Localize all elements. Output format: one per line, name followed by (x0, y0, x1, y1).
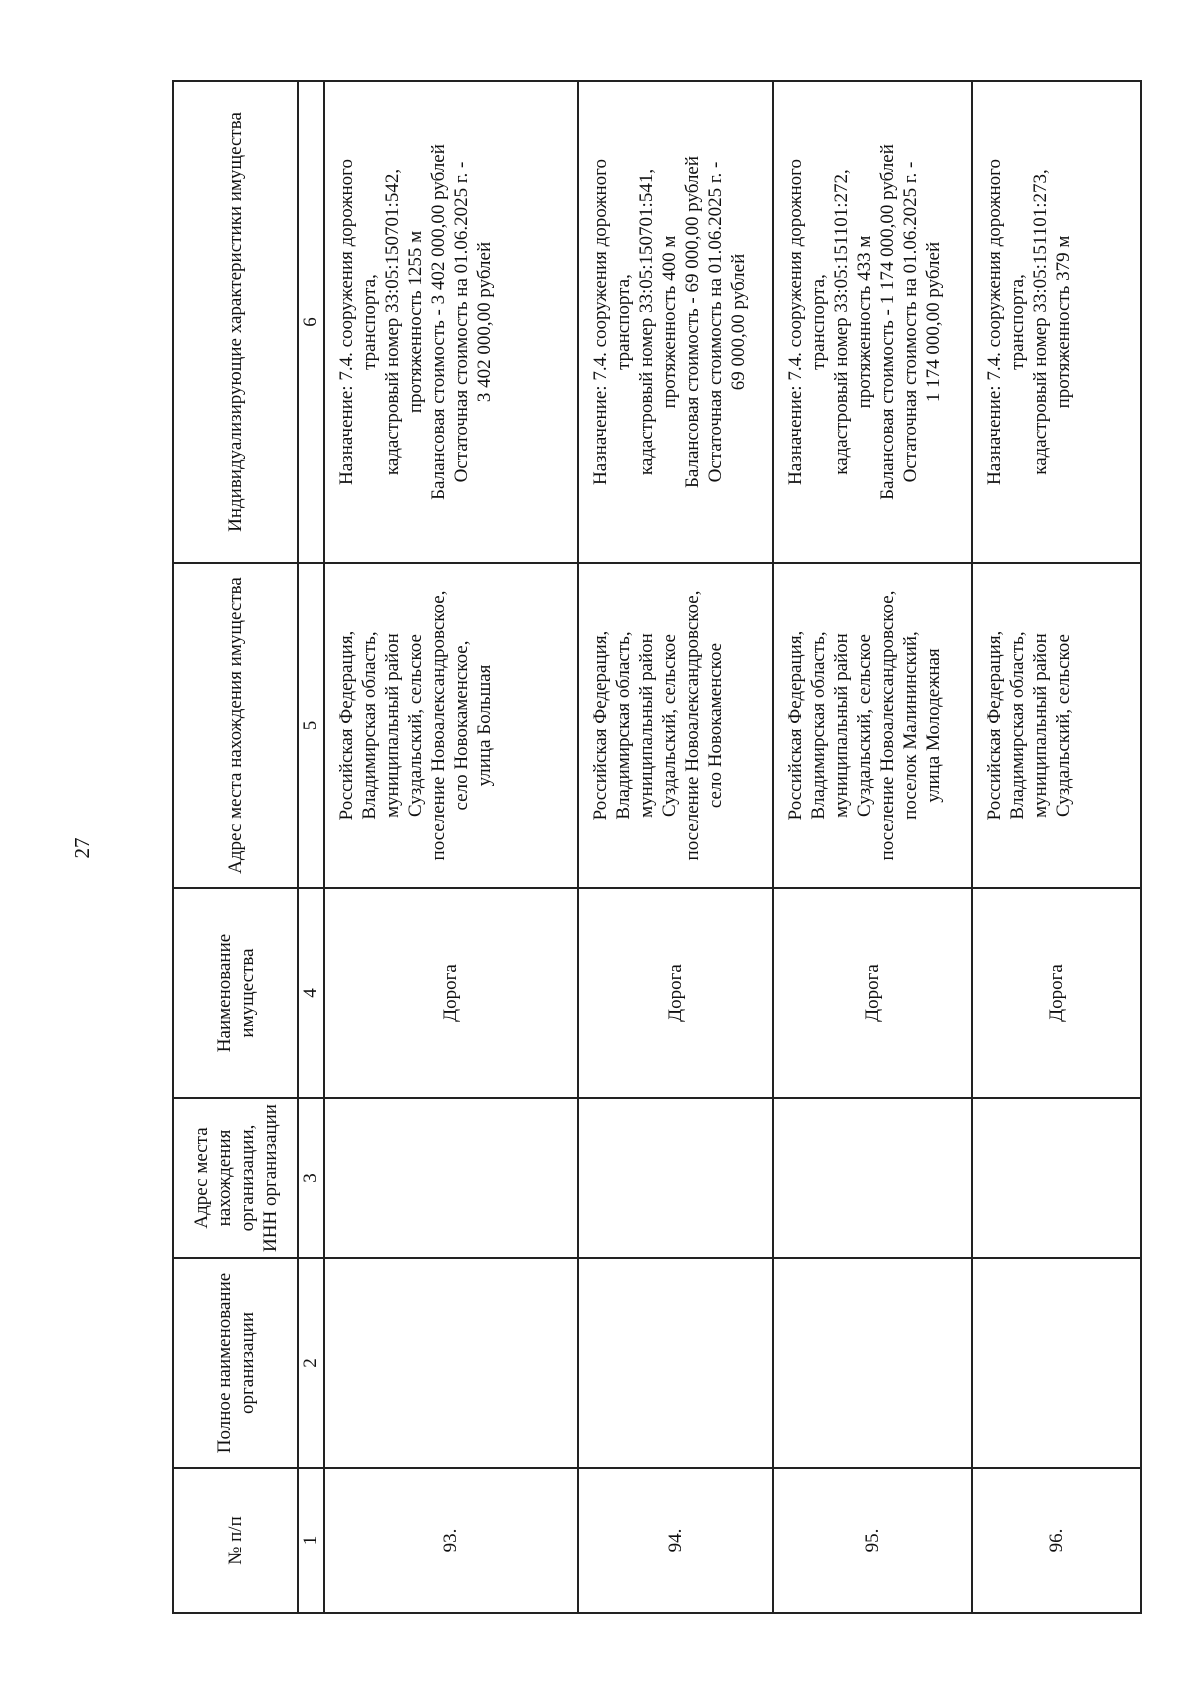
org-name-cell (578, 1258, 773, 1468)
property-name-cell: Дорога (972, 888, 1141, 1098)
cell-line: Российская Федерация, (785, 630, 807, 821)
property-address-cell (773, 563, 972, 888)
cell-line: протяженность 1255 м (404, 230, 426, 414)
cell-line: улица Молодежная (923, 648, 945, 803)
row-number-cell: 95. (773, 1468, 972, 1613)
column-number-cell: 5 (298, 563, 323, 888)
cell-line: транспорта, (1006, 274, 1028, 370)
cell-line: Остаточная стоимость на 01.06.2025 г. - (900, 161, 922, 483)
header-cell-name: Наименование имущества (173, 888, 298, 1098)
cell-line: Остаточная стоимость на 01.06.2025 г. - (704, 161, 726, 483)
cell-line: Владимирская область, (808, 631, 830, 820)
table-row (773, 81, 972, 1613)
row-number-cell: 94. (578, 1468, 773, 1613)
cell-line: кадастровый номер 33:05:151101:272, (831, 169, 853, 475)
cell-line: село Новокаменское, (450, 640, 472, 811)
cell-line: протяженность 400 м (658, 235, 680, 409)
property-name-cell: Дорога (324, 888, 578, 1098)
property-address-cell (972, 563, 1141, 888)
column-number-cell: 1 (298, 1468, 323, 1613)
cell-line: Остаточная стоимость на 01.06.2025 г. - (450, 161, 472, 483)
cell-line: Владимирская область, (612, 631, 634, 820)
cell-line: 1 174 000,00 рублей (923, 241, 945, 403)
row-number-cell: 96. (972, 1468, 1141, 1613)
cell-line: Российская Федерация, (335, 630, 357, 821)
cell-line: Балансовая стоимость - 3 402 000,00 рублей (427, 144, 449, 500)
property-address-cell (578, 563, 773, 888)
cell-line: Суздальский, сельское (1052, 634, 1074, 817)
header-cell-org-address: Адрес места нахождения организации, ИНН организации (173, 1098, 298, 1258)
cell-line: транспорта, (808, 274, 830, 370)
characteristics-cell (324, 81, 578, 563)
cell-line: улица Большая (473, 664, 495, 787)
cell-line: муниципальный район (635, 633, 657, 818)
cell-line: 3 402 000,00 рублей (473, 241, 495, 403)
header-cell-org-name: Полное наименование организации (173, 1258, 298, 1468)
header-cell-characteristics: Индивидуализирующие характеристики имущества (173, 81, 298, 563)
org-name-cell (972, 1258, 1141, 1468)
table-row (972, 81, 1141, 1613)
cell-line: транспорта, (612, 274, 634, 370)
cell-line: Суздальский, сельское (658, 634, 680, 817)
cell-line: Владимирская область, (358, 631, 380, 820)
org-address-cell (972, 1098, 1141, 1258)
cell-line: муниципальный район (831, 633, 853, 818)
org-name-cell (324, 1258, 578, 1468)
cell-line: село Новокаменское (704, 642, 726, 809)
cell-line: Российская Федерация, (589, 630, 611, 821)
cell-line: протяженность 379 м (1052, 235, 1074, 409)
org-address-cell (578, 1098, 773, 1258)
cell-line: поселение Новоалександровское, (877, 590, 899, 861)
cell-line: муниципальный район (381, 633, 403, 818)
cell-line: Суздальский, сельское (404, 634, 426, 817)
org-name-cell (773, 1258, 972, 1468)
cell-line: Назначение: 7.4. сооружения дорожного (589, 159, 611, 485)
cell-line: Балансовая стоимость - 1 174 000,00 рублей (877, 144, 899, 500)
column-number-cell: 2 (298, 1258, 323, 1468)
cell-line: поселение Новоалександровское, (681, 590, 703, 861)
property-table (172, 80, 1142, 1614)
cell-line: поселок Малининский, (900, 631, 922, 820)
cell-line: Назначение: 7.4. сооружения дорожного (335, 159, 357, 485)
table-body (324, 81, 1141, 1613)
cell-line: Владимирская область, (1006, 631, 1028, 820)
characteristics-cell (578, 81, 773, 563)
property-name-cell: Дорога (578, 888, 773, 1098)
cell-line: Суздальский, сельское (854, 634, 876, 817)
cell-line: Балансовая стоимость - 69 000,00 рублей (681, 155, 703, 489)
column-number-cell: 3 (298, 1098, 323, 1258)
cell-line: протяженность 433 м (854, 235, 876, 409)
table-row (324, 81, 578, 1613)
cell-line: муниципальный район (1029, 633, 1051, 818)
characteristics-cell (972, 81, 1141, 563)
table-row (578, 81, 773, 1613)
header-cell-num: № п/п (173, 1468, 298, 1613)
cell-line: кадастровый номер 33:05:150701:541, (635, 168, 657, 476)
cell-line: Назначение: 7.4. сооружения дорожного (785, 159, 807, 485)
page-number: 27 (70, 837, 94, 859)
cell-line: транспорта, (358, 274, 380, 370)
cell-line: Назначение: 7.4. сооружения дорожного (983, 159, 1005, 485)
cell-line: 69 000,00 рублей (727, 253, 749, 391)
column-number-cell: 6 (298, 81, 323, 563)
cell-line: кадастровый номер 33:05:151101:273, (1029, 169, 1051, 475)
org-address-cell (773, 1098, 972, 1258)
cell-line: кадастровый номер 33:05:150701:542, (381, 168, 403, 476)
property-name-cell: Дорога (773, 888, 972, 1098)
column-number-cell: 4 (298, 888, 323, 1098)
row-number-cell: 93. (324, 1468, 578, 1613)
header-cell-address: Адрес места нахождения имущества (173, 563, 298, 888)
property-address-cell (324, 563, 578, 888)
org-address-cell (324, 1098, 578, 1258)
characteristics-cell (773, 81, 972, 563)
column-number-row (298, 81, 323, 1613)
cell-line: Российская Федерация, (983, 630, 1005, 821)
cell-line: поселение Новоалександровское, (427, 590, 449, 861)
header-row (173, 81, 298, 1613)
